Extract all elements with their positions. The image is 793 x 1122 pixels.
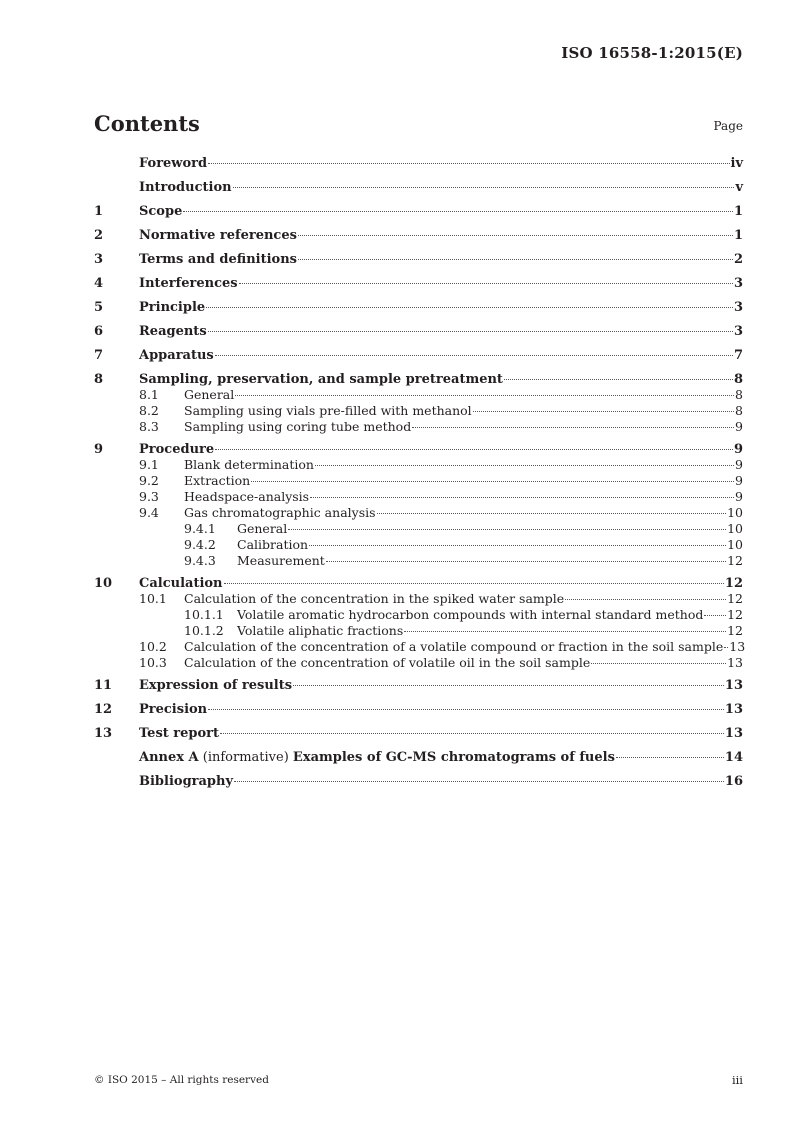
toc-entry-page: 3	[733, 324, 743, 339]
dot-leader	[215, 355, 733, 356]
toc-entry-page: 12	[724, 576, 743, 591]
toc-entry-page: 14	[724, 750, 743, 765]
toc-entry-title: Test report	[139, 726, 220, 741]
toc-entry-number: 8.3	[139, 419, 159, 434]
toc-entry-page: 13	[724, 726, 743, 741]
dot-leader	[215, 449, 733, 450]
toc-entry-title: Terms and definitions	[139, 252, 297, 267]
dot-leader	[220, 733, 724, 734]
toc-entry[interactable]	[94, 228, 743, 252]
toc-entry[interactable]	[94, 324, 743, 348]
toc-entry-page: 3	[733, 300, 743, 315]
toc-entry-number: 4	[94, 276, 104, 291]
toc-entry-number: 3	[94, 252, 104, 267]
toc-entry-title: Sampling using coring tube method	[184, 419, 412, 434]
toc-entry-page: 10	[727, 537, 743, 552]
toc-entry[interactable]	[94, 774, 743, 798]
toc-entry-number: 9.2	[139, 473, 159, 488]
toc-entry[interactable]	[94, 553, 743, 569]
toc-entry-page: 12	[727, 591, 743, 606]
toc-entry-title: Calculation of the concentration of volatile oil in the soil sample	[184, 655, 591, 670]
toc-entry-number: 1	[94, 204, 104, 219]
page-title: Contents	[94, 111, 200, 136]
dot-leader	[704, 615, 726, 616]
toc-entry-page: 12	[727, 607, 743, 622]
toc-entry[interactable]	[94, 655, 743, 671]
dot-leader	[310, 497, 734, 498]
toc-entry[interactable]	[94, 639, 746, 655]
toc-entry-title: Principle	[139, 300, 206, 315]
annex-status: (informative)	[198, 750, 293, 765]
toc-entry-title: Reagents	[139, 324, 207, 339]
toc-entry-number: 8.2	[139, 403, 159, 418]
toc-entry-page: v	[735, 180, 743, 195]
toc-entry[interactable]	[94, 387, 743, 403]
toc-entry-title: Blank determination	[184, 457, 314, 472]
toc-entry-page: 9	[735, 489, 743, 504]
toc-entry-title: Calculation of the concentration in the spiked water sample	[184, 591, 565, 606]
toc-entry-number: 13	[94, 726, 113, 741]
toc-entry[interactable]	[94, 591, 743, 607]
toc-entry-title: Expression of results	[139, 678, 293, 693]
toc-entry-number: 10.3	[139, 655, 167, 670]
dot-leader	[298, 259, 733, 260]
toc-entry[interactable]	[94, 457, 743, 473]
toc-entry[interactable]	[94, 521, 743, 537]
toc-entry-number: 6	[94, 324, 104, 339]
toc-entry-page: 13	[724, 702, 743, 717]
toc-entry-title: Sampling using vials pre-filled with methanol	[184, 403, 472, 418]
toc-entry-page: 8	[735, 403, 743, 418]
toc-entry[interactable]	[94, 537, 743, 553]
toc-entry-page: 8	[733, 372, 743, 387]
toc-entry-number: 10.1	[139, 591, 167, 606]
toc-entry[interactable]	[94, 180, 743, 204]
toc-entry-page: 10	[727, 521, 743, 536]
toc-entry-title: Introduction	[139, 180, 232, 195]
toc-entry-title: Volatile aliphatic fractions	[237, 623, 404, 638]
toc-entry-title: Bibliography	[139, 774, 234, 789]
toc-entry-page: 3	[733, 276, 743, 291]
dot-leader	[208, 331, 733, 332]
toc-entry[interactable]	[94, 607, 743, 623]
toc-entry-page: 8	[735, 387, 743, 402]
dot-leader	[206, 307, 733, 308]
toc-entry[interactable]	[94, 276, 743, 300]
dot-leader	[326, 561, 726, 562]
toc-entry-number: 9.4	[139, 505, 159, 520]
toc-entry-title: General	[184, 387, 235, 402]
toc-entry-number: 9.3	[139, 489, 159, 504]
toc-entry-title: Volatile aromatic hydrocarbon compounds with internal standard method	[237, 607, 704, 622]
toc-entry-title: Procedure	[139, 442, 215, 457]
toc-entry[interactable]	[94, 489, 743, 505]
toc-entry-title: Extraction	[184, 473, 251, 488]
toc-entry-page: 12	[727, 623, 743, 638]
dot-leader	[309, 545, 726, 546]
dot-leader	[235, 395, 734, 396]
toc-entry[interactable]	[94, 726, 743, 750]
dot-leader	[208, 709, 724, 710]
copyright-notice: © ISO 2015 – All rights reserved	[94, 1074, 269, 1086]
toc-entry[interactable]	[94, 348, 743, 372]
page-number: iii	[731, 1073, 743, 1087]
toc-entry-number: 10.1.2	[184, 623, 224, 638]
toc-entry-page: 9	[735, 457, 743, 472]
toc-entry-page: 13	[729, 639, 746, 654]
table-of-contents	[94, 156, 746, 798]
toc-entry-number: 8	[94, 372, 104, 387]
page-column-label: Page	[713, 119, 743, 133]
dot-leader	[224, 583, 724, 584]
toc-entry-page: 13	[724, 678, 743, 693]
toc-entry-title: Measurement	[237, 553, 325, 568]
dot-leader	[298, 235, 733, 236]
toc-entry[interactable]	[94, 473, 743, 489]
dot-leader	[404, 631, 726, 632]
toc-entry-title: Calculation	[139, 576, 223, 591]
dot-leader	[233, 187, 735, 188]
dot-leader	[234, 781, 724, 782]
toc-entry-title: Normative references	[139, 228, 297, 243]
toc-entry-page: 9	[735, 473, 743, 488]
toc-entry-number: 9.4.3	[184, 553, 216, 568]
toc-entry-title: Headspace-analysis	[184, 489, 310, 504]
dot-leader	[315, 465, 734, 466]
toc-entry[interactable]	[94, 403, 743, 419]
toc-entry[interactable]	[94, 505, 743, 521]
toc-entry-number: 10	[94, 576, 113, 591]
dot-leader	[412, 427, 734, 428]
toc-entry-page: 10	[727, 505, 743, 520]
toc-entry-number: 11	[94, 678, 113, 693]
toc-entry-page: 1	[733, 204, 743, 219]
dot-leader	[239, 283, 733, 284]
toc-entry-number: 12	[94, 702, 113, 717]
toc-entry-title: Precision	[139, 702, 208, 717]
toc-entry[interactable]	[94, 702, 743, 726]
dot-leader	[591, 663, 726, 664]
toc-entry-title: Interferences	[139, 276, 238, 291]
toc-entry-page: 9	[735, 419, 743, 434]
toc-entry-title	[139, 750, 615, 766]
toc-entry-title: Gas chromatographic analysis	[184, 505, 376, 520]
toc-entry-number: 10.2	[139, 639, 167, 654]
toc-entry-number: 9.4.1	[184, 521, 216, 536]
toc-entry-page: 16	[724, 774, 743, 789]
toc-entry-page: 1	[733, 228, 743, 243]
annex-label: Annex A	[139, 750, 199, 765]
dot-leader	[473, 411, 734, 412]
annex-title: Examples of GC-MS chromatograms of fuels	[292, 750, 615, 765]
toc-entry-number: 9.4.2	[184, 537, 216, 552]
toc-entry-title: General	[237, 521, 288, 536]
dot-leader	[504, 379, 733, 380]
toc-entry-number: 9	[94, 442, 104, 457]
toc-entry[interactable]	[94, 678, 743, 702]
dot-leader	[565, 599, 726, 600]
dot-leader	[208, 163, 729, 164]
toc-entry[interactable]	[94, 156, 743, 180]
toc-entry[interactable]	[94, 204, 743, 228]
toc-entry-title: Foreword	[139, 156, 208, 171]
dot-leader	[288, 529, 726, 530]
toc-entry-title: Sampling, preservation, and sample pretreatment	[139, 372, 503, 387]
toc-entry-page: 13	[727, 655, 743, 670]
dot-leader	[377, 513, 727, 514]
toc-entry-number: 2	[94, 228, 104, 243]
dot-leader	[183, 211, 733, 212]
dot-leader	[293, 685, 724, 686]
toc-entry-page: 12	[727, 553, 743, 568]
toc-entry-number: 8.1	[139, 387, 159, 402]
toc-entry-title: Calculation of the concentration of a volatile compound or fraction in the soil sample	[184, 639, 724, 654]
dot-leader	[251, 481, 734, 482]
toc-entry[interactable]	[94, 750, 743, 774]
toc-entry-title: Calibration	[237, 537, 309, 552]
toc-entry[interactable]	[94, 419, 743, 435]
toc-entry-page: iv	[730, 156, 743, 171]
toc-entry-page: 7	[733, 348, 743, 363]
toc-entry-number: 7	[94, 348, 104, 363]
dot-leader	[724, 647, 728, 648]
toc-entry-number: 10.1.1	[184, 607, 224, 622]
toc-entry[interactable]	[94, 252, 743, 276]
toc-entry[interactable]	[94, 300, 743, 324]
toc-entry-title: Apparatus	[139, 348, 214, 363]
dot-leader	[616, 757, 724, 758]
toc-entry[interactable]	[94, 623, 743, 639]
toc-entry-title: Scope	[139, 204, 183, 219]
toc-entry-number: 5	[94, 300, 104, 315]
toc-entry-page: 2	[733, 252, 743, 267]
toc-entry-number: 9.1	[139, 457, 159, 472]
toc-entry-page: 9	[733, 442, 743, 457]
document-id: ISO 16558-1:2015(E)	[561, 44, 743, 62]
